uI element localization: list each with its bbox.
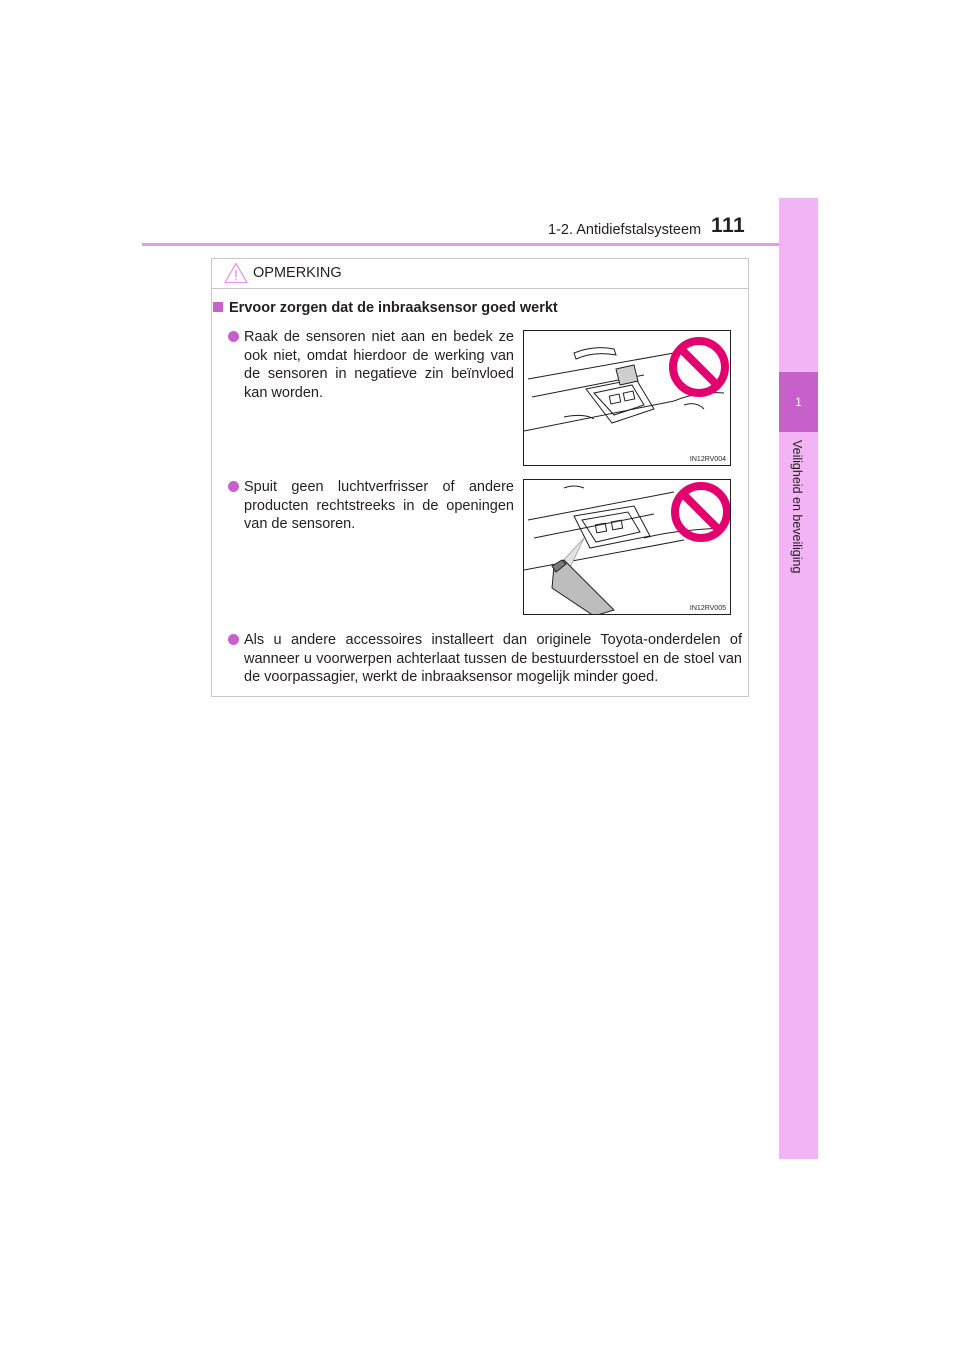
chapter-side-tab bbox=[779, 198, 818, 1159]
notice-subheading-text: Ervoor zorgen dat de inbraaksensor goed werkt bbox=[229, 300, 558, 316]
figure-sensor-spray bbox=[523, 479, 731, 615]
notice-title: OPMERKING bbox=[253, 265, 342, 281]
figure-code: IN12RV005 bbox=[689, 605, 726, 612]
list-item-text: Spuit geen luchtverfrisser of andere producten rechtstreeks in de openingen van de sensoren. bbox=[244, 479, 514, 532]
list-item-text: Als u andere accessoires installeert dan originele Toyota-onderdelen of wanneer u voorwerpen achterlaat tussen de bestuurdersstoel en de stoel van de voorpassagier, werkt de inbraaksensor mogelijk minder goed. bbox=[244, 632, 742, 685]
bullet-icon bbox=[228, 331, 239, 342]
chapter-title: Veiligheid en beveiliging bbox=[790, 440, 804, 574]
list-item bbox=[244, 631, 742, 687]
page-number: 111 bbox=[711, 214, 746, 237]
bullet-icon bbox=[228, 481, 239, 492]
spray-can-illustration bbox=[524, 480, 731, 615]
notice-subheading bbox=[213, 300, 558, 316]
chapter-number: 1 bbox=[779, 372, 818, 432]
notice-header bbox=[212, 259, 748, 289]
figure-code: IN12RV004 bbox=[689, 456, 726, 463]
bullet-icon bbox=[228, 634, 239, 645]
overhead-console-illustration bbox=[524, 331, 731, 466]
list-item bbox=[244, 328, 514, 402]
figure-sensor-cover bbox=[523, 330, 731, 466]
list-item-text: Raak de sensoren niet aan en bedek ze ook niet, omdat hierdoor de werking van de sensoren in negatieve zin beïnvloed kan worden. bbox=[244, 329, 514, 401]
square-bullet-icon bbox=[213, 302, 223, 312]
section-title: 1-2. Antidiefstalsysteem bbox=[548, 222, 702, 238]
list-item bbox=[244, 478, 514, 534]
header-rule bbox=[142, 243, 818, 246]
warning-triangle-icon bbox=[224, 262, 248, 284]
